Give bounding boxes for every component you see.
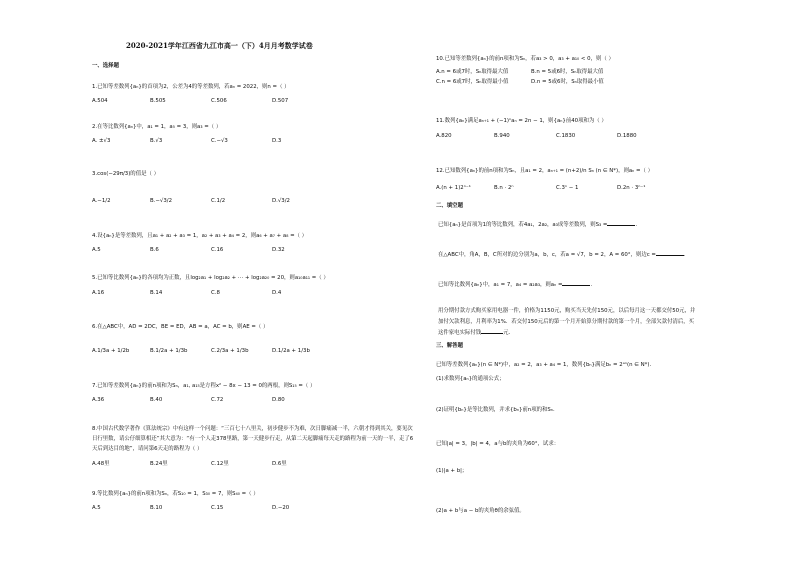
question-2: 2.在等比数列{aₙ}中，a₁ = 1，a₅ = 3，则a₃ =（ ） bbox=[92, 124, 222, 130]
question-1: 1.已知等差数列{aₙ}的首项为2，公差为4的等差数列，若aₙ = 2022，则n =（ ） bbox=[92, 84, 290, 90]
question-3: 3.cos(−29π/3)的值是（ ） bbox=[92, 171, 159, 177]
question-5: 5.已知等比数列{aₙ}的各项均为正数，且log₂a₁ + log₂a₂ + ⋯ + log₂a₂₀ = 20，则a₁₀a₁₁ =（ ） bbox=[92, 275, 329, 281]
question-6: 6.在△ABC中，AD = 2DC，BE = ED，AB = a，AC = b，则AE =（ ） bbox=[92, 324, 269, 330]
question-11: 11.数列{aₙ}满足aₙ₊₁ + (−1)ⁿaₙ = 2n − 1，则{aₙ}前40项和为（ ） bbox=[436, 118, 607, 124]
answer-question-2-part-1: (1)|a + b|； bbox=[436, 468, 468, 474]
question-10-options: A.n = 6或7时，Sₙ取得最大值 B.n = 5或6时，Sₙ取得最大值 C.n = 6或7时，Sₙ取得最小值 D.n = 5或6时，Sₙ取得最小值 bbox=[436, 69, 604, 85]
fill-question-4-line1: 用分期付款方式购买家用电器一件，价格为1150元，购买当天先付150元，以后每月这一天都交付50元，并 bbox=[438, 308, 696, 314]
section-fill-heading: 二、填空题 bbox=[436, 203, 463, 209]
fill-question-4-line3: 这件家电实际付钱 元． bbox=[438, 330, 514, 336]
question-12: 12.已知数列{aₙ}的前n项和为Sₙ，且a₁ = 2，aₙ₊₁ = (n+2)/n Sₙ (n ∈ N*)，则aₙ =（ ） bbox=[436, 168, 654, 174]
answer-blank bbox=[562, 285, 590, 286]
fill-question-1: 已知{aₙ}是首项为1的等比数列，若4a₁，2a₂，a₃成等差数列，则S₃ = . bbox=[438, 222, 638, 228]
answer-blank bbox=[656, 255, 684, 256]
fill-question-2: 在△ABC中，角A，B，C所对的边分别为a，b，c，若a = √7，b = 2，A = 60°，则边c = . bbox=[438, 252, 686, 258]
page-title: 2020-2021学年江西省九江市高一（下）4月月考数学试卷 bbox=[126, 41, 313, 50]
answer-question-2-part-2: (2)a + b与a − b的夹角θ的余弦值。 bbox=[436, 508, 525, 514]
answer-question-2: 已知|a| = 3，|b| = 4，a与b的夹角为60°，试求： bbox=[436, 441, 560, 447]
question-7: 7.已知等差数列{aₙ}的前n项和为Sₙ，a₁, a₁₅是方程x² − 8x − 13 = 0的两根，则S₁₅ =（ ） bbox=[92, 383, 316, 389]
question-10: 10.已知等差数列{aₙ}的前n项和为Sₙ，若a₃ > 0，a₃ + a₁₀ < 0，则（ ） bbox=[436, 56, 614, 62]
answer-blank bbox=[607, 225, 635, 226]
answer-blank bbox=[481, 333, 503, 334]
exam-page: 2020-2021学年江西省九江市高一（下）4月月考数学试卷 一、选择题 1.已知等差数列{aₙ}的首项为2，公差为4的等差数列，若aₙ = 2022，则n =（ ） A.504 B.505 C.506 D.507 2.在等比数列{aₙ}中，a₁ = 1，a₅ = 3，则a₃ =（ ） A. ±√3 B.√3 C.−√3 D.3 3.cos(−29π/3)的值是（ ） A.−1/2 B.−√3/2 C.1/2 D.√3/2 4.设{aₙ}是等差数列，且a₁ + a₂ + a₃ = 1，a₂ + a₃ + a₄ = 2，则a₆ + a₇ + a₈ =（ ） A.5 B.6 C.16 D.32 5.已知等比数列{aₙ}的各项均为正数，且log₂a₁ + log₂a₂ + ⋯ + log₂a₂₀ = 20，则a₁₀a₁₁ =（ ） A.16 B.14 C.8 D.4 6.在△ABC中，AD = 2DC，BE = ED，AB = a，AC = b，则AE =（ ） A.1/3a + 1/2b B.1/2a + 1/3b C.2/3a + 1/3b D.1/2a + 1/3b 7.已知等差数列{aₙ}的前n项和为Sₙ，a₁, a₁₅是方程x² − 8x − 13 = 0的两根，则S₁₅ =（ ） A.36 B.40 C.72 D.80 8.中国古代数学著作《算法统宗》中有这样一个问题：“三百七十八里关，初步健步不为难，次日脚痛减一半，六朝才得到其关，要见次日行里数，请公仔细算相还”其大意为：“有一个人走378里路，第一天健步行走，从第二天起脚痛每天走的路程为前一天的一半，走了6天后到达目的地”，请问第6天走的路程为（ ） A.48里 B.24里 C.12里 D.6里 9.等比数列{aₙ}的前n项和为Sₙ，若S₁₀ = 1，S₃₀ = 7，则S₄₀ =（ ） A.5 B.10 C.15 D.−20 10.已知等差数列{aₙ}的前n项和为Sₙ，若a₃ > 0，a₃ + a₁₀ < 0，则（ ） A.n = 6或7时，Sₙ取得最大值 B.n = 5或6时，Sₙ取得最大值 C.n = 6或7时，Sₙ取得最小值 D.n = 5或6时，Sₙ取得最小值 11.数列{aₙ}满足aₙ₊₁ + (−1)ⁿaₙ = 2n − 1，则{aₙ}前40项和为（ ） A.820 B.940 C.1830 D.1880 12.已知数列{aₙ}的前n项和为Sₙ，且a₁ = 2，aₙ₊₁ = (n+2)/n Sₙ (n ∈ N*)，则aₙ =（ ） A.(n + 1)2ⁿ⁻¹ B.n · 2ⁿ C.3ⁿ − 1 D.2n · 3ⁿ⁻¹ 二、填空题 已知{aₙ}是首项为1的等比数列，若4a₁，2a₂，a₃成等差数列，则S₃ = . 在△ABC中，角A，B，C所对的边分别为a，b，c，若a = √7，b = 2，A = 60°，则边c = . 已知等比数列{aₙ}中，a₁ = 7，a₄ = a₂a₃，则aₙ = . 用分期付款方式购买家用电器一件，价格为1150元，购买当天先付150元，以后每月这一天都交付50元，并 加付欠款利息，月利率为1%．若交付150元后的第一个月开始算分期付款的第一个月，全部欠款付清后，买 这件家电实际付钱 元． 三、解答题 已知等差数列{aₙ}(n ∈ N*)中，a₂ = 2，a₃ + a₄ = 1，数列{bₙ}满足bₙ = 2ᵃⁿ(n ∈ N*)． (1)求数列{aₙ}的通项公式； (2)证明{bₙ}是等比数列，并求{bₙ}前n项的和Sₙ． 已知|a| = 3，|b| = 4，a与b的夹角为60°，试求： (1)|a + b|； (2)a + b与a − b的夹角θ的余弦值。 bbox=[0, 0, 794, 562]
answer-question-1: 已知等差数列{aₙ}(n ∈ N*)中，a₂ = 2，a₃ + a₄ = 1，数列{bₙ}满足bₙ = 2ᵃⁿ(n ∈ N*)． bbox=[436, 362, 655, 368]
question-8: 8.中国古代数学著作《算法统宗》中有这样一个问题：“三百七十八里关，初步健步不为难，次日脚痛减一半，六朝才得到其关，要见次日行里数，请公仔细算相还”其大意为：“有一个人走378里路，第一天健步行走，从第二天起脚痛每天走的路程为前一天的一半，走了6天后到达目的地”，请问第6天走的路程为（ ） bbox=[92, 426, 414, 452]
answer-question-1-part-1: (1)求数列{aₙ}的通项公式； bbox=[436, 376, 505, 382]
answer-question-1-part-2: (2)证明{bₙ}是等比数列，并求{bₙ}前n项的和Sₙ． bbox=[436, 407, 559, 413]
fill-question-4-line2: 加付欠款利息，月利率为1%．若交付150元后的第一个月开始算分期付款的第一个月，全部欠款付清后，买 bbox=[438, 319, 695, 325]
fill-question-3: 已知等比数列{aₙ}中，a₁ = 7，a₄ = a₂a₃，则aₙ = . bbox=[438, 282, 593, 288]
question-9: 9.等比数列{aₙ}的前n项和为Sₙ，若S₁₀ = 1，S₃₀ = 7，则S₄₀ =（ ） bbox=[92, 491, 259, 497]
section-choice-heading: 一、选择题 bbox=[92, 63, 119, 69]
section-answer-heading: 三、解答题 bbox=[436, 343, 463, 349]
question-4: 4.设{aₙ}是等差数列，且a₁ + a₂ + a₃ = 1，a₂ + a₃ + a₄ = 2，则a₆ + a₇ + a₈ =（ ） bbox=[92, 233, 308, 239]
